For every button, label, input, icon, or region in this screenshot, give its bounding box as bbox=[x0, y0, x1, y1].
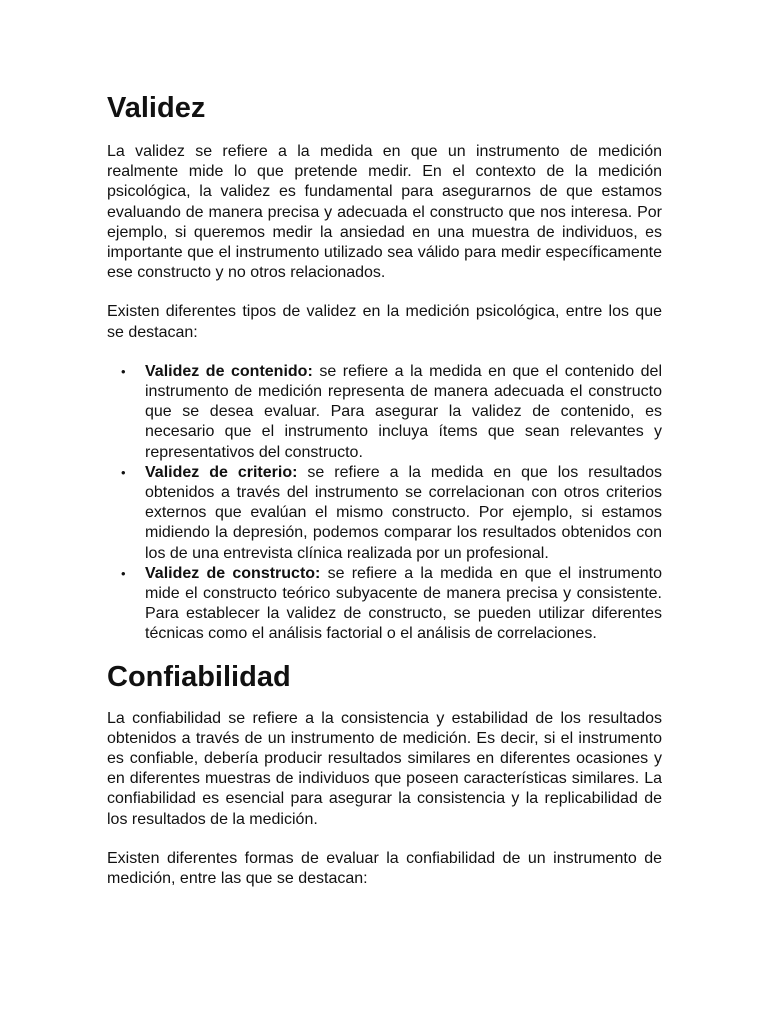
confiabilidad-intro-paragraph: La confiabilidad se refiere a la consistencia y estabilidad de los resultados obtenidos a través de un instrumento de medición. Es decir, si el instrumento es confiable, debería producir resultados similares en diferentes ocasiones y en diferentes muestras de individuos que poseen características similares. La confiabilidad es esencial para asegurar la consistencia y la replicabilidad de los resultados de la medición. bbox=[107, 709, 662, 828]
list-item-term: Validez de constructo: bbox=[145, 564, 321, 582]
section-heading-validez: Validez bbox=[107, 92, 206, 124]
bullet-icon: • bbox=[121, 464, 126, 480]
list-item-text: se refiere a la medida en que los resultados obtenidos a través del instrumento se correlacionan con otros criterios externos que evalúan el mismo constructo. Por ejemplo, si estamos midiendo la depresión, podemos comparar los resultados obtenidos con los de una entrevista clínica realizada por un profesional. bbox=[145, 463, 662, 562]
validity-types-list bbox=[107, 362, 662, 645]
list-item-validez-contenido bbox=[121, 362, 663, 463]
list-item-term: Validez de contenido: bbox=[145, 362, 313, 380]
list-item-text: se refiere a la medida en que el contenido del instrumento de medición representa de manera adecuada el constructo que se desea evaluar. Para asegurar la validez de contenido, es necesario que el instrumento incluya ítems que sean relevantes y representativos del constructo. bbox=[145, 362, 663, 461]
list-item-validez-criterio bbox=[121, 463, 662, 564]
validez-types-intro-paragraph: Existen diferentes tipos de validez en la medición psicológica, entre los que se destacan: bbox=[107, 303, 662, 341]
bullet-icon: • bbox=[121, 363, 126, 379]
section-heading-confiabilidad: Confiabilidad bbox=[107, 660, 291, 693]
list-item-text: se refiere a la medida en que el instrumento mide el constructo teórico subyacente de manera precisa y consistente. Para establecer la validez de constructo, se pueden utilizar diferentes técnicas como el análisis factorial o el análisis de correlaciones. bbox=[145, 564, 663, 643]
document-page bbox=[107, 88, 662, 908]
list-item-validez-constructo bbox=[121, 564, 663, 645]
confiabilidad-methods-intro-paragraph: Existen diferentes formas de evaluar la confiabilidad de un instrumento de medición, entre las que se destacan: bbox=[107, 849, 662, 888]
bullet-icon: • bbox=[121, 565, 126, 581]
validez-intro-paragraph: La validez se refiere a la medida en que un instrumento de medición realmente mide lo que pretende medir. En el contexto de la medición psicológica, la validez es fundamental para asegurarnos de que estamos evaluando de manera precisa y adecuada el constructo que nos interesa. Por ejemplo, si queremos medir la ansiedad en una muestra de individuos, es importante que el instrumento utilizado sea válido para medir específicamente ese constructo y no otros relacionados. bbox=[107, 143, 662, 282]
list-item-term: Validez de criterio: bbox=[145, 463, 298, 481]
